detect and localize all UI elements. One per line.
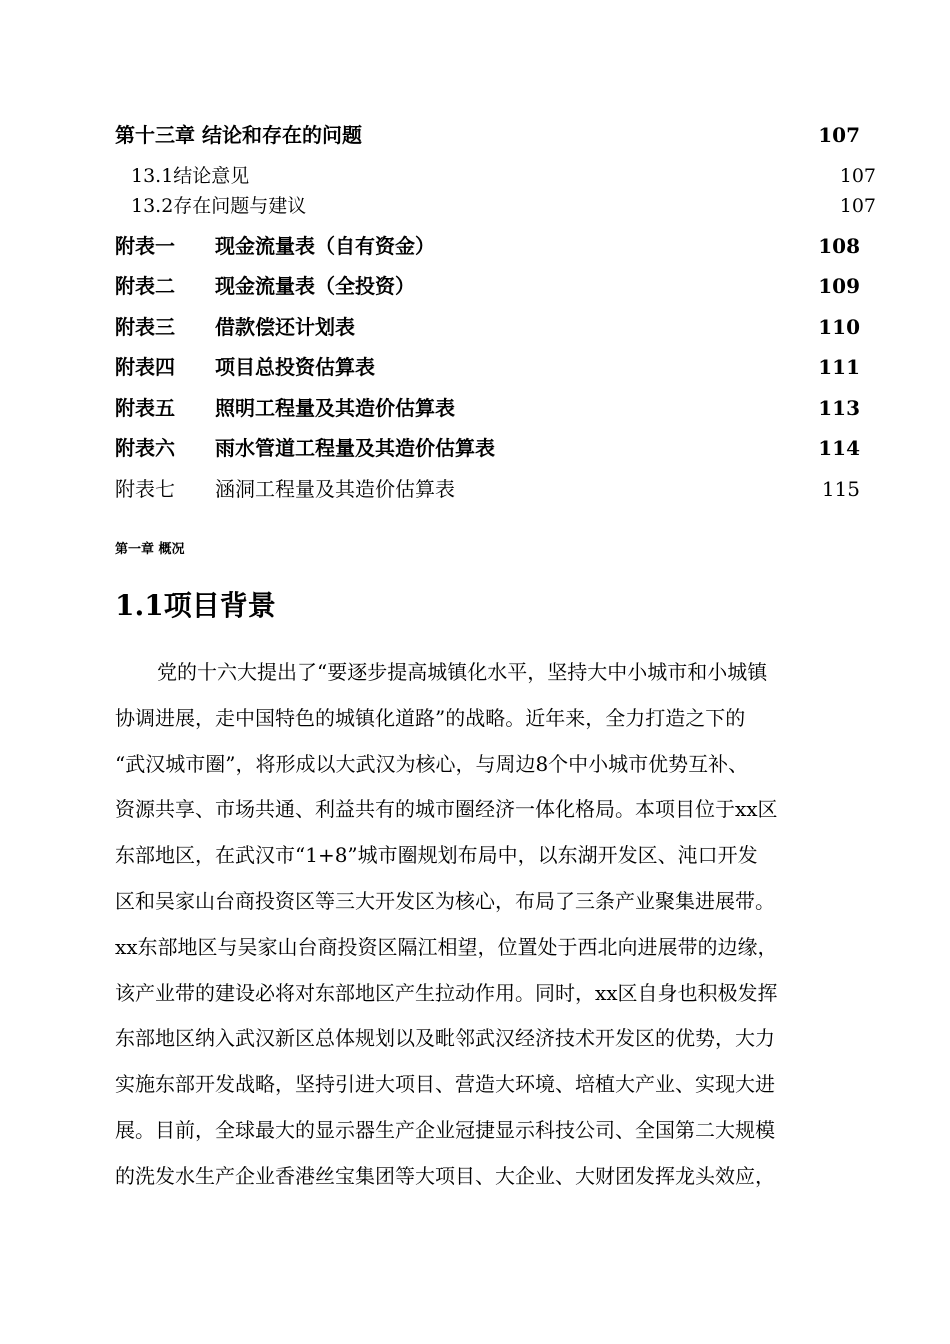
toc-entry-title: 13.2存在问题与建议 bbox=[131, 194, 307, 217]
toc-entry-title: 照明工程量及其造价估算表 bbox=[215, 395, 455, 420]
body-line: 展。目前，全球最大的显示器生产企业冠捷显示科技公司、全国第二大规模 bbox=[115, 1117, 775, 1142]
body-paragraph bbox=[115, 650, 861, 1200]
toc-entry-page: 107 bbox=[839, 164, 876, 187]
toc-entry-page: 114 bbox=[818, 436, 860, 460]
body-line: 东部地区纳入武汉新区总体规划以及毗邻武汉经济技术开发区的优势，大力 bbox=[115, 1026, 775, 1051]
body-line: xx东部地区与吴家山台商投资区隔江相望，位置处于西北向进展带的边缘， bbox=[115, 934, 778, 959]
toc-entry-title: 项目总投资估算表 bbox=[215, 355, 375, 379]
toc-appendix-1[interactable] bbox=[115, 231, 860, 272]
body-line: “武汉城市圈”，将形成以大武汉为核心，与周边8个中小城市优势互补、 bbox=[115, 751, 749, 776]
toc-appendix-label: 附表三 bbox=[115, 314, 175, 339]
toc-appendix-2[interactable] bbox=[115, 271, 860, 312]
toc-entry-page: 113 bbox=[818, 395, 860, 420]
body-line: 区和吴家山台商投资区等三大开发区为核心，布局了三条产业聚集进展带。 bbox=[115, 888, 775, 913]
toc-appendix-6[interactable] bbox=[115, 433, 860, 474]
toc-appendix-label: 附表七 bbox=[115, 476, 175, 501]
toc-entry-page: 115 bbox=[821, 476, 860, 501]
body-line: 协调进展，走中国特色的城镇化道路”的战略。近年来，全力打造之下的 bbox=[115, 705, 746, 730]
body-line: 东部地区，在武汉市“1+8”城市圈规划布局中，以东湖开发区、沌口开发 bbox=[115, 843, 758, 868]
toc-entry-title: 借款偿还计划表 bbox=[215, 314, 355, 339]
toc-entry-title: 第十三章 结论和存在的问题 bbox=[115, 123, 362, 147]
toc-appendix-label: 附表一 bbox=[115, 233, 175, 258]
body-line: 实施东部开发战略，坚持引进大项目、营造大环境、培植大产业、实现大进 bbox=[115, 1072, 775, 1097]
toc-appendix-5[interactable] bbox=[115, 393, 860, 434]
toc-entry-page: 107 bbox=[839, 194, 876, 217]
toc-entry-page: 110 bbox=[818, 314, 860, 339]
toc-entry-title: 13.1结论意见 bbox=[131, 164, 250, 187]
toc-entry-title: 现金流量表（自有资金） bbox=[215, 233, 435, 258]
toc-appendix-label: 附表二 bbox=[115, 274, 175, 298]
body-line: 的洗发水生产企业香港丝宝集团等大项目、大企业、大财团发挥龙头效应， bbox=[115, 1163, 775, 1188]
toc-appendix-label: 附表六 bbox=[115, 436, 175, 460]
toc-entry-page: 111 bbox=[818, 355, 860, 379]
toc-entry-title: 现金流量表（全投资） bbox=[215, 274, 415, 298]
body-line: 党的十六大提出了“要逐步提高城镇化水平，坚持大中小城市和小城镇 bbox=[157, 660, 768, 684]
toc-entry-title: 涵洞工程量及其造价估算表 bbox=[215, 476, 455, 501]
toc-appendix-4[interactable] bbox=[115, 352, 860, 393]
toc-entry-page: 107 bbox=[818, 123, 860, 147]
toc-appendix-label: 附表四 bbox=[115, 355, 175, 379]
toc-appendix-3[interactable] bbox=[115, 312, 860, 353]
toc-appendix-label: 附表五 bbox=[115, 395, 175, 420]
toc-entry-page: 108 bbox=[818, 233, 860, 258]
toc-appendix-7[interactable] bbox=[115, 474, 860, 515]
toc-entry-page: 109 bbox=[818, 274, 860, 298]
section-heading: 1.1项目背景 bbox=[115, 589, 276, 622]
body-line: 该产业带的建设必将对东部地区产生拉动作用。同时，xx区自身也积极发挥 bbox=[115, 980, 778, 1005]
chapter-label: 第一章 概况 bbox=[115, 542, 185, 557]
table-of-contents bbox=[115, 120, 876, 514]
toc-entry-title: 雨水管道工程量及其造价估算表 bbox=[215, 436, 495, 460]
body-line: 资源共享、市场共通、利益共有的城市圈经济一体化格局。本项目位于xx区 bbox=[115, 797, 778, 822]
toc-section-13-2[interactable] bbox=[115, 191, 876, 231]
toc-section-13-1[interactable] bbox=[115, 161, 876, 191]
toc-chapter-13[interactable] bbox=[115, 120, 860, 161]
